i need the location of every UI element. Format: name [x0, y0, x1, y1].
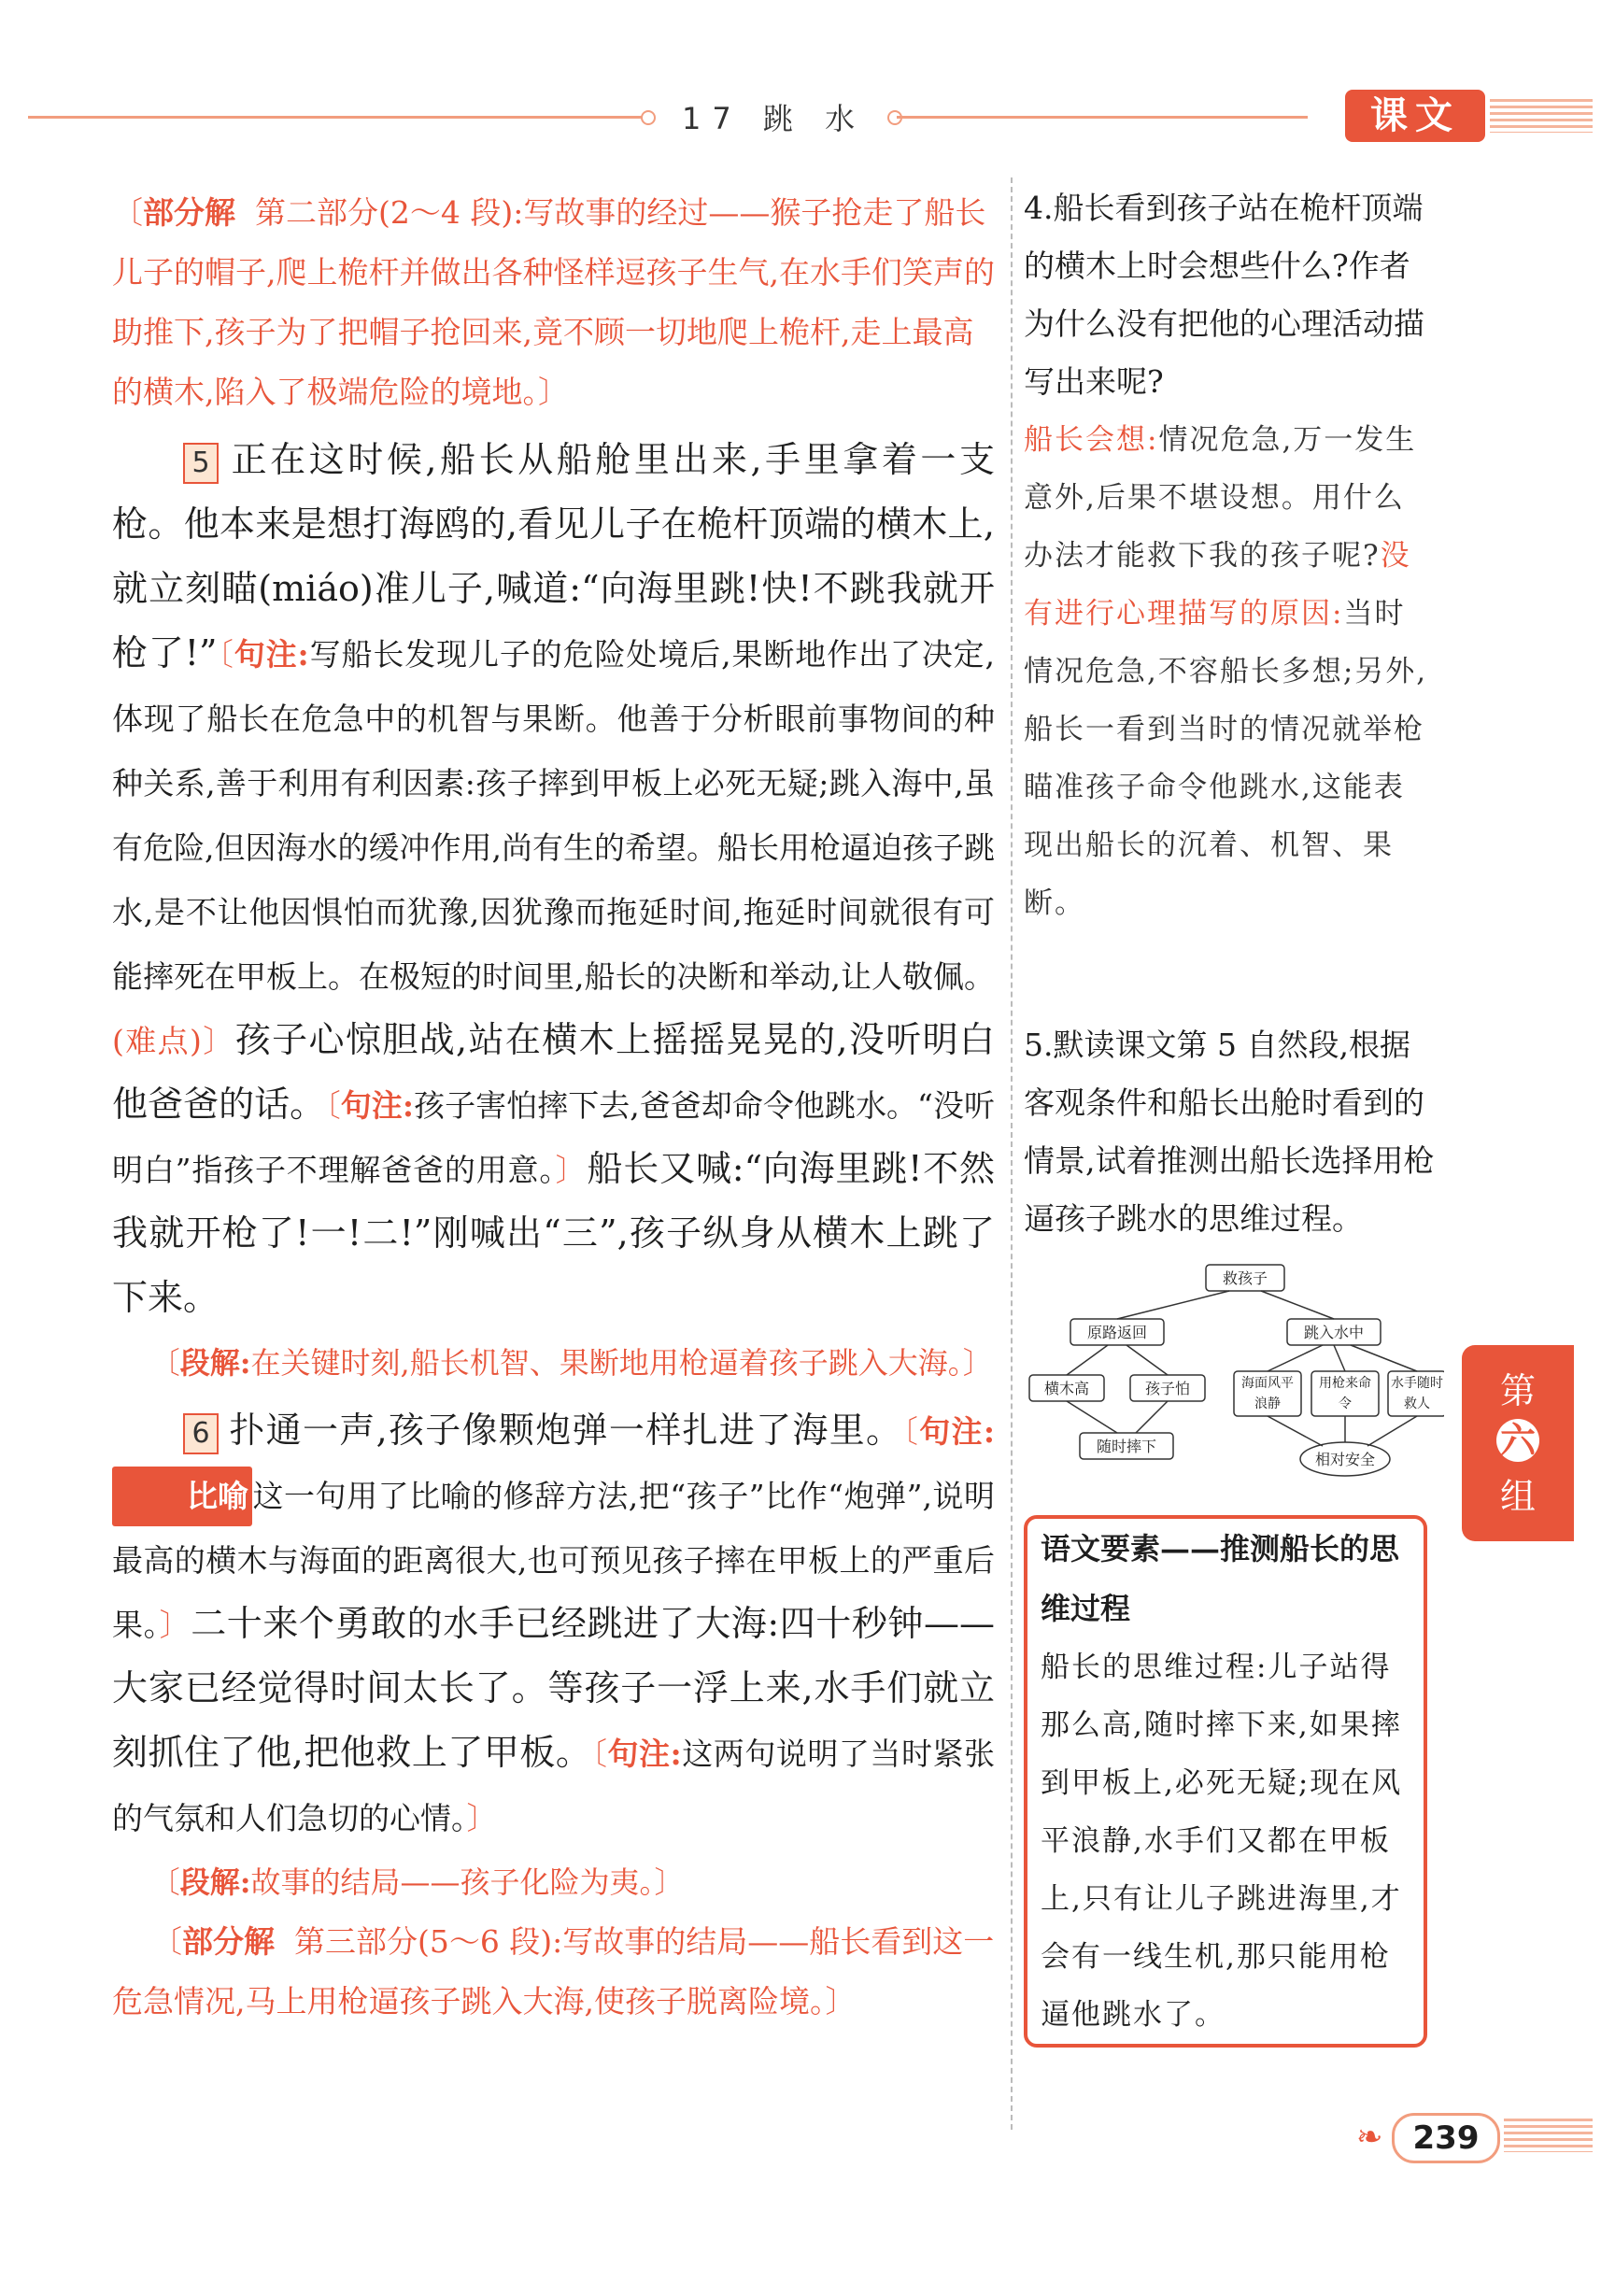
paragraph-6: 6 扑通一声,孩子像颗炮弹一样扎进了海里。〔句注:比喻 这一句用了比喻的修辞方法,把“孩子”比作“炮弹”,说明最高的横木与海面的距离很大,也可预见孩子摔在甲板上的严重后果。〕二十来个勇敢的水手已经跳进了大海:四十秒钟——大家已经觉得时间太长了。等孩子一浮上来,水手们就立刻抓住了他,把他救上了甲板。〔句注:这两句说明了当时紧张的气氛和人们急切的心情。〕	[112, 1410, 996, 1836]
answer-4-text-2: 当时情况危急,不容船长多想;另外,船长一看到当时的情况就举枪瞄准孩子命令他跳水,这能表现出船长的沉着、机智、果断。	[1024, 597, 1428, 920]
p5-text-3: 船长又喊:“向海里跳!不然我就开枪了!一!二!”刚喊出“三”,孩子纵身从横木上跳了下来。	[112, 1148, 995, 1318]
page-header-title: 17 跳 水	[682, 101, 867, 136]
part3-label: 部分解	[181, 1923, 275, 1960]
side-column	[1024, 179, 1435, 1248]
header-rule-left	[28, 116, 645, 119]
duanjie1-label: 段解:	[179, 1345, 251, 1381]
p6-note2-label: 句注:	[607, 1736, 682, 1772]
p5-note1: 写船长发现儿子的危险处境后,果断地作出了决定,体现了船长在危急中的机智与果断。他善于分析眼前事物间的种种关系,善于利用有利因素:孩子摔到甲板上必死无疑;跳入海中,虽有危险,但因海水的缓冲作用,尚有生的希望。船长用枪逼迫孩子跳水,是不让他因惧怕而犹豫,因犹豫而拖延时间,拖延时间就很有可能摔死在甲板上。在极短的时间里,船长的决断和举动,让人敬佩。	[112, 636, 996, 995]
p5-text-2: 孩子心惊胆战,站在横木上摇摇晃晃的,没听明白他爸爸的话。	[112, 1019, 996, 1125]
diagram-r3: 水手随时救人	[1391, 1376, 1443, 1411]
part2-text: 第二部分(2～4 段):写故事的经过——猴子抢走了船长儿子的帽子,爬上桅杆并做出各种怪样逗孩子生气,在水手们笑声的助推下,孩子为了把帽子抢回来,竟不顾一切地爬上桅杆,走上最高的横木,陷入了极端危险的境地。	[112, 194, 995, 410]
unit-tab	[1462, 1345, 1574, 1541]
answer-4-text-1: 情况危急,万一发生意外,后果不堪设想。用什么办法才能救下我的孩子呢?	[1024, 423, 1417, 573]
diagram-r2: 用枪来命令	[1319, 1376, 1371, 1411]
metaphor-tag: 比喻	[112, 1467, 252, 1526]
duanjie-2: 〔段解:故事的结局——孩子化险为夷。〕	[149, 1864, 685, 1900]
question-5: 5.默读课文第 5 自然段,根据客观条件和船长出舱时看到的情景,试着推测出船长选择用枪逼孩子跳水的思维过程。	[1024, 1027, 1435, 1237]
page-number: 239	[1392, 2113, 1500, 2163]
answer-4-label-2: 没有进行心理描写的原因:	[1024, 539, 1411, 631]
question-4: 4.船长看到孩子站在桅杆顶端的横木上时会想些什么?作者为什么没有把他的心理活动描写出来呢?	[1024, 190, 1424, 400]
answer-4	[1024, 411, 1435, 932]
diagram-l2: 孩子怕	[1144, 1380, 1191, 1397]
p6-text-2: 二十来个勇敢的水手已经跳进了大海:四十秒钟——大家已经觉得时间太长了。等孩子一浮上来,水手们就立刻抓住了他,把他救上了甲板。	[112, 1603, 996, 1773]
diagram-right: 跳入水中	[1303, 1324, 1365, 1341]
p5-note2: 孩子害怕摔下去,爸爸却命令他跳水。“没听明白”指孩子不理解爸爸的用意。	[112, 1087, 995, 1188]
p6-note1: 这一句用了比喻的修辞方法,把“孩子”比作“炮弹”,说明最高的横木与海面的距离很大,也可预见孩子摔在甲板上的严重后果。	[112, 1478, 995, 1643]
paragraph-5: 5 正在这时候,船长从船舱里出来,手里拿着一支枪。他本来是想打海鸥的,看见儿子在桅杆顶端的横木上,就立刻瞄(miáo)准儿子,喊道:“向海里跳!快!不跳我就开枪了!”〔句注:写船长发现儿子的危险处境后,果断地作出了决定,体现了船长在危急中的机智与果断。他善于分析眼前事物间的种种关系,善于利用有利因素:孩子摔到甲板上必死无疑;跳入海中,虽有危险,但因海水的缓冲作用,尚有生的希望。船长用枪逼迫孩子跳水,是不让他因惧怕而犹豫,因犹豫而拖延时间,拖延时间就很有可能摔死在甲板上。在极短的时间里,船长的决断和举动,让人敬佩。(难点)〕孩子心惊胆战,站在横木上摇摇晃晃的,没听明白他爸爸的话。〔句注:孩子害怕摔下去,爸爸却命令他跳水。“没听明白”指孩子不理解爸爸的用意。〕船长又喊:“向海里跳!不然我就开枪了!一!二!”刚喊出“三”,孩子纵身从横木上跳了下来。	[112, 439, 996, 1318]
unit-tab-top: 第	[1499, 1370, 1536, 1411]
p5-text-1: 正在这时候,船长从船舱里出来,手里拿着一支枪。他本来是想打海鸥的,看见儿子在桅杆顶端的横木上,就立刻瞄(miáo)准儿子,喊道:“向海里跳!快!不跳我就开枪了!”	[112, 439, 995, 673]
thinking-diagram	[1024, 1261, 1444, 1523]
duanjie2-label: 段解:	[179, 1864, 251, 1900]
part3-analysis: 〔部分解 第三部分(5～6 段):写故事的结局——船长看到这一危急情况,马上用枪逼孩子跳入大海,使孩子脱离险境。〕	[112, 1923, 995, 2020]
duanjie-1: 〔段解:在关键时刻,船长机智、果断地用枪逼着孩子跳入大海。〕	[149, 1345, 993, 1381]
duanjie1-text: 在关键时刻,船长机智、果断地用枪逼着孩子跳入大海。	[250, 1345, 963, 1381]
answer-4-label-1: 船长会想:	[1024, 423, 1159, 457]
diagram-r1: 海面风平浪静	[1241, 1376, 1294, 1411]
p5-difficulty-tag: (难点)	[112, 1023, 202, 1059]
duanjie2-text: 故事的结局——孩子化险为夷。	[250, 1864, 655, 1900]
leaf-icon: ❧	[1356, 2119, 1383, 2156]
header-rule-right	[897, 116, 1308, 119]
unit-tab-number: 六	[1496, 1419, 1539, 1462]
p6-note2: 这两句说明了当时紧张的气氛和人们急切的心情。	[112, 1736, 996, 1836]
paragraph-number-6: 6	[183, 1413, 219, 1454]
diagram-root: 救孩子	[1222, 1269, 1268, 1287]
column-divider	[1011, 177, 1013, 2130]
language-element-body: 船长的思维过程:儿子站得那么高,随时摔下来,如果摔到甲板上,必死无疑;现在风平浪静,水手们又都在甲板上,只有让儿子跳进海里,才会有一线生机,那只能用枪逼他跳水了。	[1041, 1651, 1403, 2032]
unit-tab-bottom: 组	[1499, 1476, 1536, 1517]
paragraph-number-5: 5	[183, 443, 219, 484]
p5-note1-label: 句注:	[234, 636, 309, 673]
diagram-l3: 随时摔下	[1096, 1438, 1157, 1455]
header-stripes	[1490, 99, 1593, 133]
diagram-r4: 相对安全	[1314, 1451, 1376, 1468]
diagram-svg	[1024, 1261, 1444, 1523]
part2-analysis: 〔部分解 第二部分(2～4 段):写故事的经过——猴子抢走了船长儿子的帽子,爬上桅杆并做出各种怪样逗孩子生气,在水手们笑声的助推下,孩子为了把帽子抢回来,竟不顾一切地爬上桅杆,走上最高的横木,陷入了极端危险的境地。〕	[112, 194, 995, 410]
language-element-title: 语文要素——推测船长的思维过程	[1041, 1531, 1400, 1626]
diagram-l1: 横木高	[1043, 1380, 1090, 1397]
section-badge: 课文	[1345, 90, 1485, 142]
header-dot-left	[641, 110, 656, 125]
main-column	[112, 183, 995, 2032]
diagram-left: 原路返回	[1086, 1324, 1148, 1341]
language-element-box	[1024, 1515, 1427, 2048]
part3-text: 第三部分(5～6 段):写故事的结局——船长看到这一危急情况,马上用枪逼孩子跳入大海,使孩子脱离险境。	[112, 1923, 995, 2020]
footer-stripes	[1504, 2119, 1593, 2152]
p6-note1-label: 句注:	[919, 1413, 995, 1450]
p5-note2-label: 句注:	[340, 1087, 414, 1124]
part2-label: 部分解	[143, 194, 235, 231]
p6-text-1: 扑通一声,孩子像颗炮弹一样扎进了海里。	[228, 1410, 903, 1451]
